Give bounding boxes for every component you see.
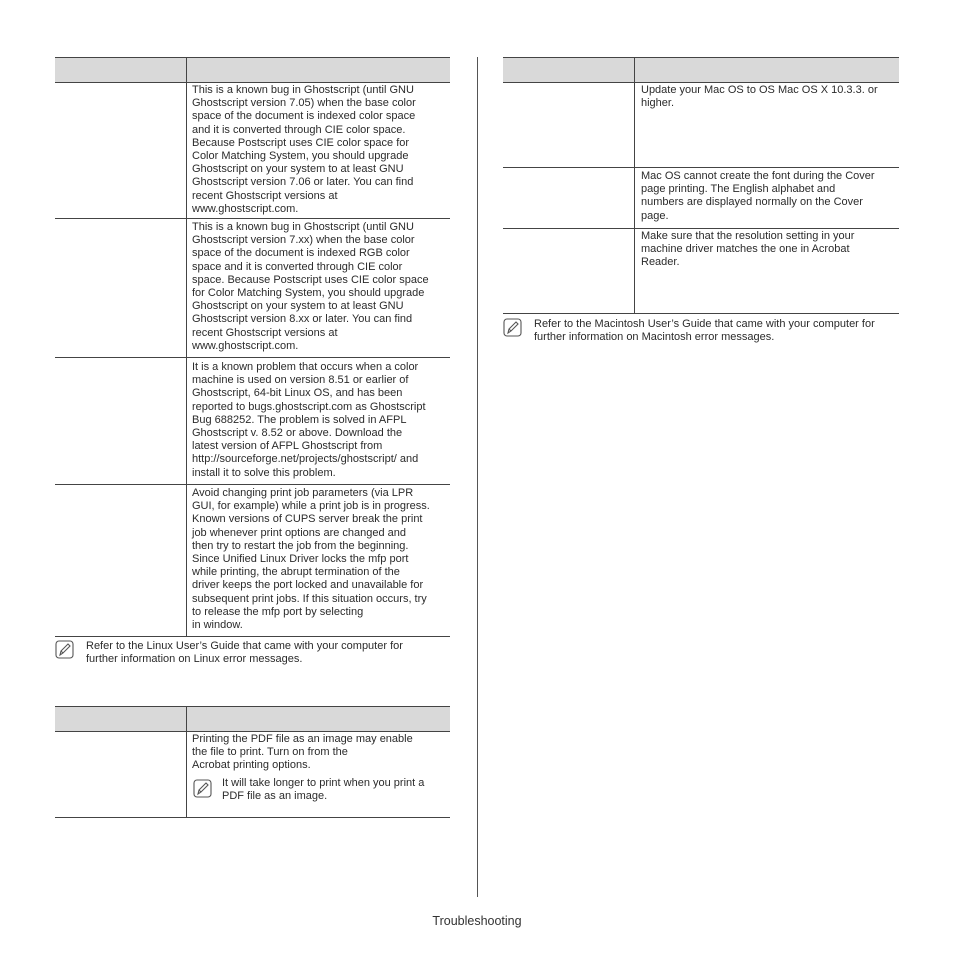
note-pencil-icon <box>193 779 213 799</box>
solution-text: It is a known problem that occurs when a color machine is used on version 8.51 or earlier of Ghostscript, 64-bit Linux OS, and has been reported to bugs.ghostscript.com as Ghostscript Bug 688252. The problem is solved in AFPL Ghostscript v. 8.52 or above. Download the latest version of AFPL Ghostscript from http://sourceforge.net/projects/ghostscript/ and install it to solve this problem. <box>192 361 426 479</box>
linux-note <box>55 640 450 670</box>
linux-table-header <box>55 57 450 83</box>
note-pencil-icon <box>55 640 75 660</box>
mac-note <box>503 318 899 348</box>
table-row <box>55 358 450 485</box>
solution-text: Update your Mac OS to OS Mac OS X 10.3.3. or higher. <box>641 84 878 110</box>
table-row <box>55 485 450 637</box>
pdf-note-text: It will take longer to print when you print a PDF file as an image. <box>222 777 425 803</box>
solution-text: Avoid changing print job parameters (via LPR GUI, for example) while a print job is in progress. Known versions of CUPS server break the print job whenever print options are changed and then try to restart the job from the beginning. Since Unified Linux Driver locks the mfp port while printing, the abrupt termination of the driver keeps the port locked and unavailable for subsequent print jobs. If this situation occurs, try to release the mfp port by selecting in window. <box>192 487 430 632</box>
table-row <box>503 82 899 168</box>
solution-text: This is a known bug in Ghostscript (until GNU Ghostscript version 7.05) when the base color space of the document is indexed color space and it is converted through CIE color space. Because Postscript uses CIE color space for Color Matching System, you should upgrade Ghostscript on your system to at least GNU Ghostscript version 7.06 or later. You can find recent Ghostscript versions at www.ghostscript.com. <box>192 84 416 215</box>
page-footer: Troubleshooting <box>432 914 522 928</box>
table-row <box>55 219 450 358</box>
solution-text: This is a known bug in Ghostscript (until GNU Ghostscript version 7.xx) when the base color space of the document is indexed RGB color space and it is converted through CIE color space. Because Postscript uses CIE color space for Color Matching System, you should upgrade Ghostscript on your system to at least GNU Ghostscript version 8.xx or later. You can find recent Ghostscript versions at www.ghostscript.com. <box>192 221 429 352</box>
table-row <box>55 731 450 818</box>
note-pencil-icon <box>503 318 523 338</box>
linux-note-text: Refer to the Linux User’s Guide that came with your computer for further information on Linux error messages. <box>86 640 403 666</box>
table-row <box>503 168 899 229</box>
table-row <box>503 229 899 314</box>
solution-text: Printing the PDF file as an image may enable the file to print. Turn on from the Acrobat printing options. <box>192 733 413 772</box>
mac-table-header <box>503 57 899 83</box>
solution-text: Mac OS cannot create the font during the Cover page printing. The English alphabet and numbers are displayed normally on the Cover page. <box>641 170 875 222</box>
table-row <box>55 82 450 219</box>
pdf-table-header <box>55 706 450 732</box>
column-divider <box>477 57 478 897</box>
mac-note-text: Refer to the Macintosh User’s Guide that came with your computer for further information on Macintosh error messages. <box>534 318 875 344</box>
solution-text: Make sure that the resolution setting in your machine driver matches the one in Acrobat Reader. <box>641 230 855 269</box>
